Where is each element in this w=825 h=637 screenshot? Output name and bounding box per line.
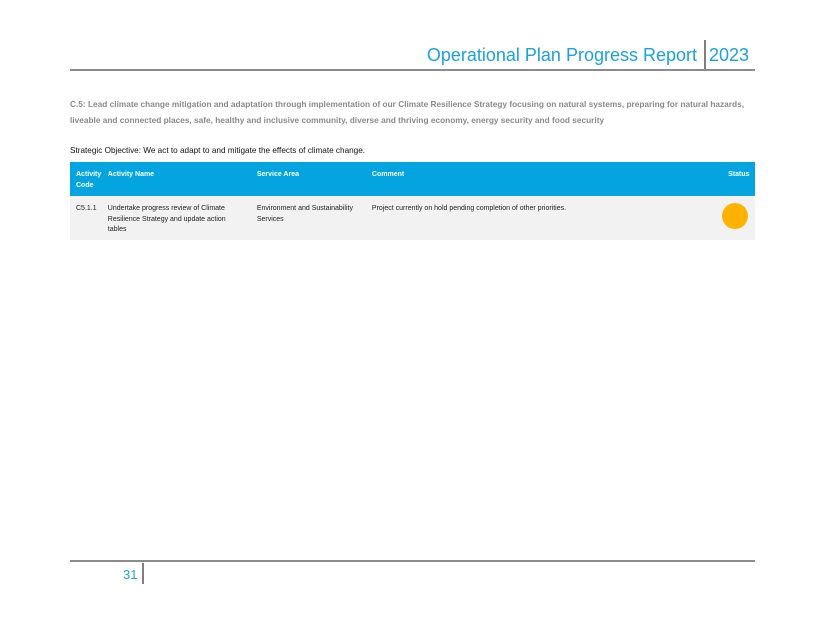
cell-status <box>722 196 755 240</box>
cell-activity-name: Undertake progress review of Climate Resilience Strategy and update action tables <box>102 196 251 240</box>
header-rule <box>70 69 755 71</box>
page-number: 31 <box>123 567 138 582</box>
header-divider <box>704 40 706 70</box>
header-activity-code: Activity Code <box>70 162 102 196</box>
activities-table <box>70 162 755 240</box>
header-status: Status <box>722 162 755 196</box>
header-comment: Comment <box>366 162 722 196</box>
report-header <box>70 36 755 70</box>
header-service-area: Service Area <box>251 162 366 196</box>
table-row <box>70 196 755 240</box>
status-indicator-amber <box>722 203 748 229</box>
header-activity-name: Activity Name <box>102 162 251 196</box>
table-header-row <box>70 162 755 196</box>
goal-statement: C.5: Lead climate change mitigation and adaptation through implementation of our Climate Resilience Strategy focusing on natural systems, preparing for natural hazards, liveable and connected places, safe, healthy and inclusive community, diverse and thriving economy, energy security and food security <box>70 99 745 125</box>
strategic-objective: Strategic Objective: We act to adapt to and mitigate the effects of climate change. <box>70 146 366 155</box>
report-title: Operational Plan Progress Report <box>426 45 697 65</box>
report-year: 2023 <box>708 45 749 65</box>
cell-comment: Project currently on hold pending completion of other priorities. <box>366 196 722 240</box>
page-number-divider <box>142 563 144 584</box>
cell-activity-code: C5.1.1 <box>70 196 102 240</box>
cell-service-area: Environment and Sustainability Services <box>251 196 366 240</box>
footer-rule <box>70 560 755 562</box>
